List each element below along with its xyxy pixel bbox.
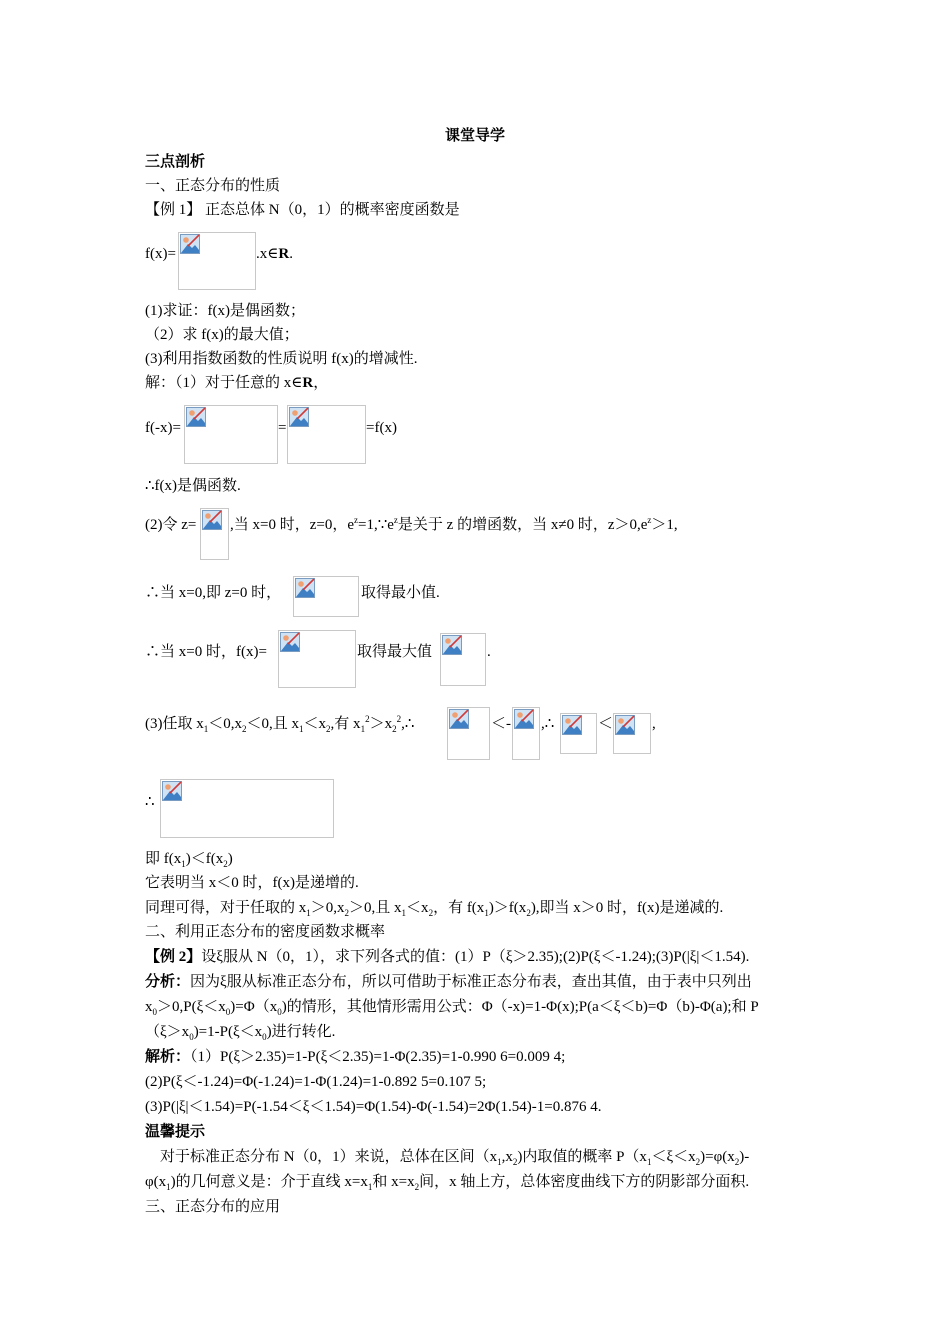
analysis-text-1: 因为ξ服从标准正态分布，所以可借助于标准正态分布表，查出其值，由于表中只列出 [190, 974, 752, 990]
formula-image-min [293, 576, 359, 617]
part-2-e: ＞1, [651, 517, 678, 533]
part-3-lt2: ＜ [598, 716, 614, 732]
example-2 [145, 947, 749, 967]
question-1: (1)求证：f(x)是偶函数； [145, 303, 305, 319]
formula-image-max-2 [440, 633, 486, 686]
broken-image-icon [289, 407, 309, 427]
tip-line-1: 对于标准正态分布 N（0，1）来说，总体在区间$(x_1,x_2)$内取值的概率 $P(x_1<\xi<x_2)=\varphi(x_2)-$ [160, 1149, 750, 1167]
min-a: ∴当 x=0,即 z=0 时， [145, 585, 282, 601]
question-3: (3)利用指数函数的性质说明 f(x)的增减性. [145, 351, 418, 367]
broken-image-icon [615, 715, 635, 735]
broken-image-icon [514, 709, 534, 729]
exp-z-3: z [647, 515, 652, 525]
part-2-c: =1,∵e [358, 517, 394, 533]
analysis-line-1 [145, 972, 752, 992]
fneg-rhs: =f(x) [366, 420, 397, 436]
formula-image-max-1 [278, 630, 356, 688]
broken-image-icon [442, 635, 462, 655]
part-3-comma: , [652, 716, 656, 732]
exp-z-2: z [393, 515, 398, 525]
fneg-eq: = [278, 420, 287, 436]
question-2: （2）求 f(x)的最大值； [145, 327, 299, 343]
part-2-b: ,当 x=0 时，z=0，e [230, 517, 354, 533]
even-conclusion: ∴f(x)是偶函数. [145, 478, 241, 494]
max-a: ∴当 x=0 时，f(x)= [145, 644, 267, 660]
section-3-title: 三、正态分布的应用 [145, 1199, 281, 1215]
solution-line-3: (3)P(|ξ|＜1.54)=P(-1.54＜ξ＜1.54)=Φ(1.54)-Φ(-1.54)=2Φ(1.54)-1=0.876 4. [145, 1099, 602, 1115]
solution-line-1 [145, 1047, 565, 1067]
part-2-d: 是关于 z 的增函数，当 x≠0 时，z＞0,e [397, 517, 648, 533]
formula-image-p3-1 [447, 707, 490, 760]
section-heading: 三点剖析 [145, 154, 206, 170]
broken-image-icon [295, 578, 315, 598]
max-c: . [487, 644, 491, 660]
fx-def-rhs: .x∈R. [256, 246, 293, 262]
formula-image-p3-3 [560, 713, 597, 754]
formula-image-fx [178, 232, 256, 290]
fx-def-lhs: f(x)= [145, 246, 176, 262]
broken-image-icon [280, 632, 300, 652]
tip-title: 温馨提示 [145, 1124, 206, 1140]
part-3-text: (3)任取 $x_1<0,x_2<0$,且 $x_1<x_2$,有 $x_1^2>x_2^2,\therefore$ [145, 714, 415, 734]
section-1-title: 一、正态分布的性质 [145, 178, 281, 194]
inequality-result: 即 $f(x_1)<f(x_2)$ [145, 851, 233, 869]
analysis-line-3: $(\xi>x_0)=1-P(\xi<x_0)$进行转化. [145, 1024, 336, 1042]
analysis-line-2: $x_0>0,P(\xi<x_0)=\Phi(x_0)$的情形，其他情形需用公式：Φ（-x)=1-Φ(x);P(a＜ξ＜b)=Φ（b)-Φ(a);和 P [145, 999, 759, 1017]
formula-image-p3-4 [613, 713, 651, 754]
part-3-so: ,∴ [541, 716, 555, 732]
part-2-text [230, 515, 678, 535]
solution-line-2: (2)P(ξ＜-1.24)=Φ(-1.24)=1-Φ(1.24)=1-0.892 5=0.107 5; [145, 1074, 487, 1090]
min-b: 取得最小值. [361, 585, 440, 601]
broken-image-icon [562, 715, 582, 735]
therefore-symbol: ∴ [145, 794, 155, 810]
part-2-a: (2)令 z= [145, 517, 197, 533]
fneg-lhs: f(-x)= [145, 420, 181, 436]
formula-image-p3-2 [512, 707, 540, 760]
example-2-text: 设ξ服从 N（0，1），求下列各式的值：(1）P（ξ＞2.35);(2)P(ξ＜-1.24);(3)P(|ξ|＜1.54). [201, 949, 750, 965]
exp-z-1: z [354, 515, 358, 525]
formula-image-therefore [160, 779, 334, 838]
page-title: 课堂导学 [444, 128, 505, 144]
analysis-label: 分析： [145, 974, 191, 990]
broken-image-icon [202, 510, 222, 530]
formula-image-fneg-2 [287, 405, 366, 464]
solution-text-1: （1）P(ξ＞2.35)=1-P(ξ＜2.35)=1-Φ(2.35)=1-0.990 6=0.009 4; [190, 1049, 566, 1065]
max-b: 取得最大值 [357, 644, 433, 660]
broken-image-icon [180, 234, 200, 254]
broken-image-icon [449, 709, 469, 729]
formula-image-z [200, 508, 229, 560]
example-1-intro: 【例 1】 正态总体 N（0，1）的概率密度函数是 [145, 202, 460, 218]
solution-label: 解析： [145, 1049, 191, 1065]
decreasing-statement: 同理可得，对于任取的 $x_1>0,x_2>0$,且 $x_1<x_2$，有 $f(x_1)>f(x_2)$,即当 x＞0 时，f(x)是递减的. [145, 900, 724, 918]
section-2-title: 二、利用正态分布的密度函数求概率 [145, 924, 386, 940]
tip-line-2: $\varphi(x_1)$的几何意义是：介于直线 $x=x_1$和 $x=x_2$间，x 轴上方，总体密度曲线下方的阴影部分面积. [145, 1174, 750, 1192]
increasing-statement: 它表明当 x＜0 时，f(x)是递增的. [145, 875, 359, 891]
broken-image-icon [162, 781, 182, 801]
broken-image-icon [186, 407, 206, 427]
formula-image-fneg-1 [184, 405, 278, 464]
part-3-lt1: ＜- [491, 716, 511, 732]
example-2-label: 【例 2】 [145, 949, 202, 965]
solution-1-intro: 解：（1）对于任意的 x∈R， [145, 375, 329, 391]
